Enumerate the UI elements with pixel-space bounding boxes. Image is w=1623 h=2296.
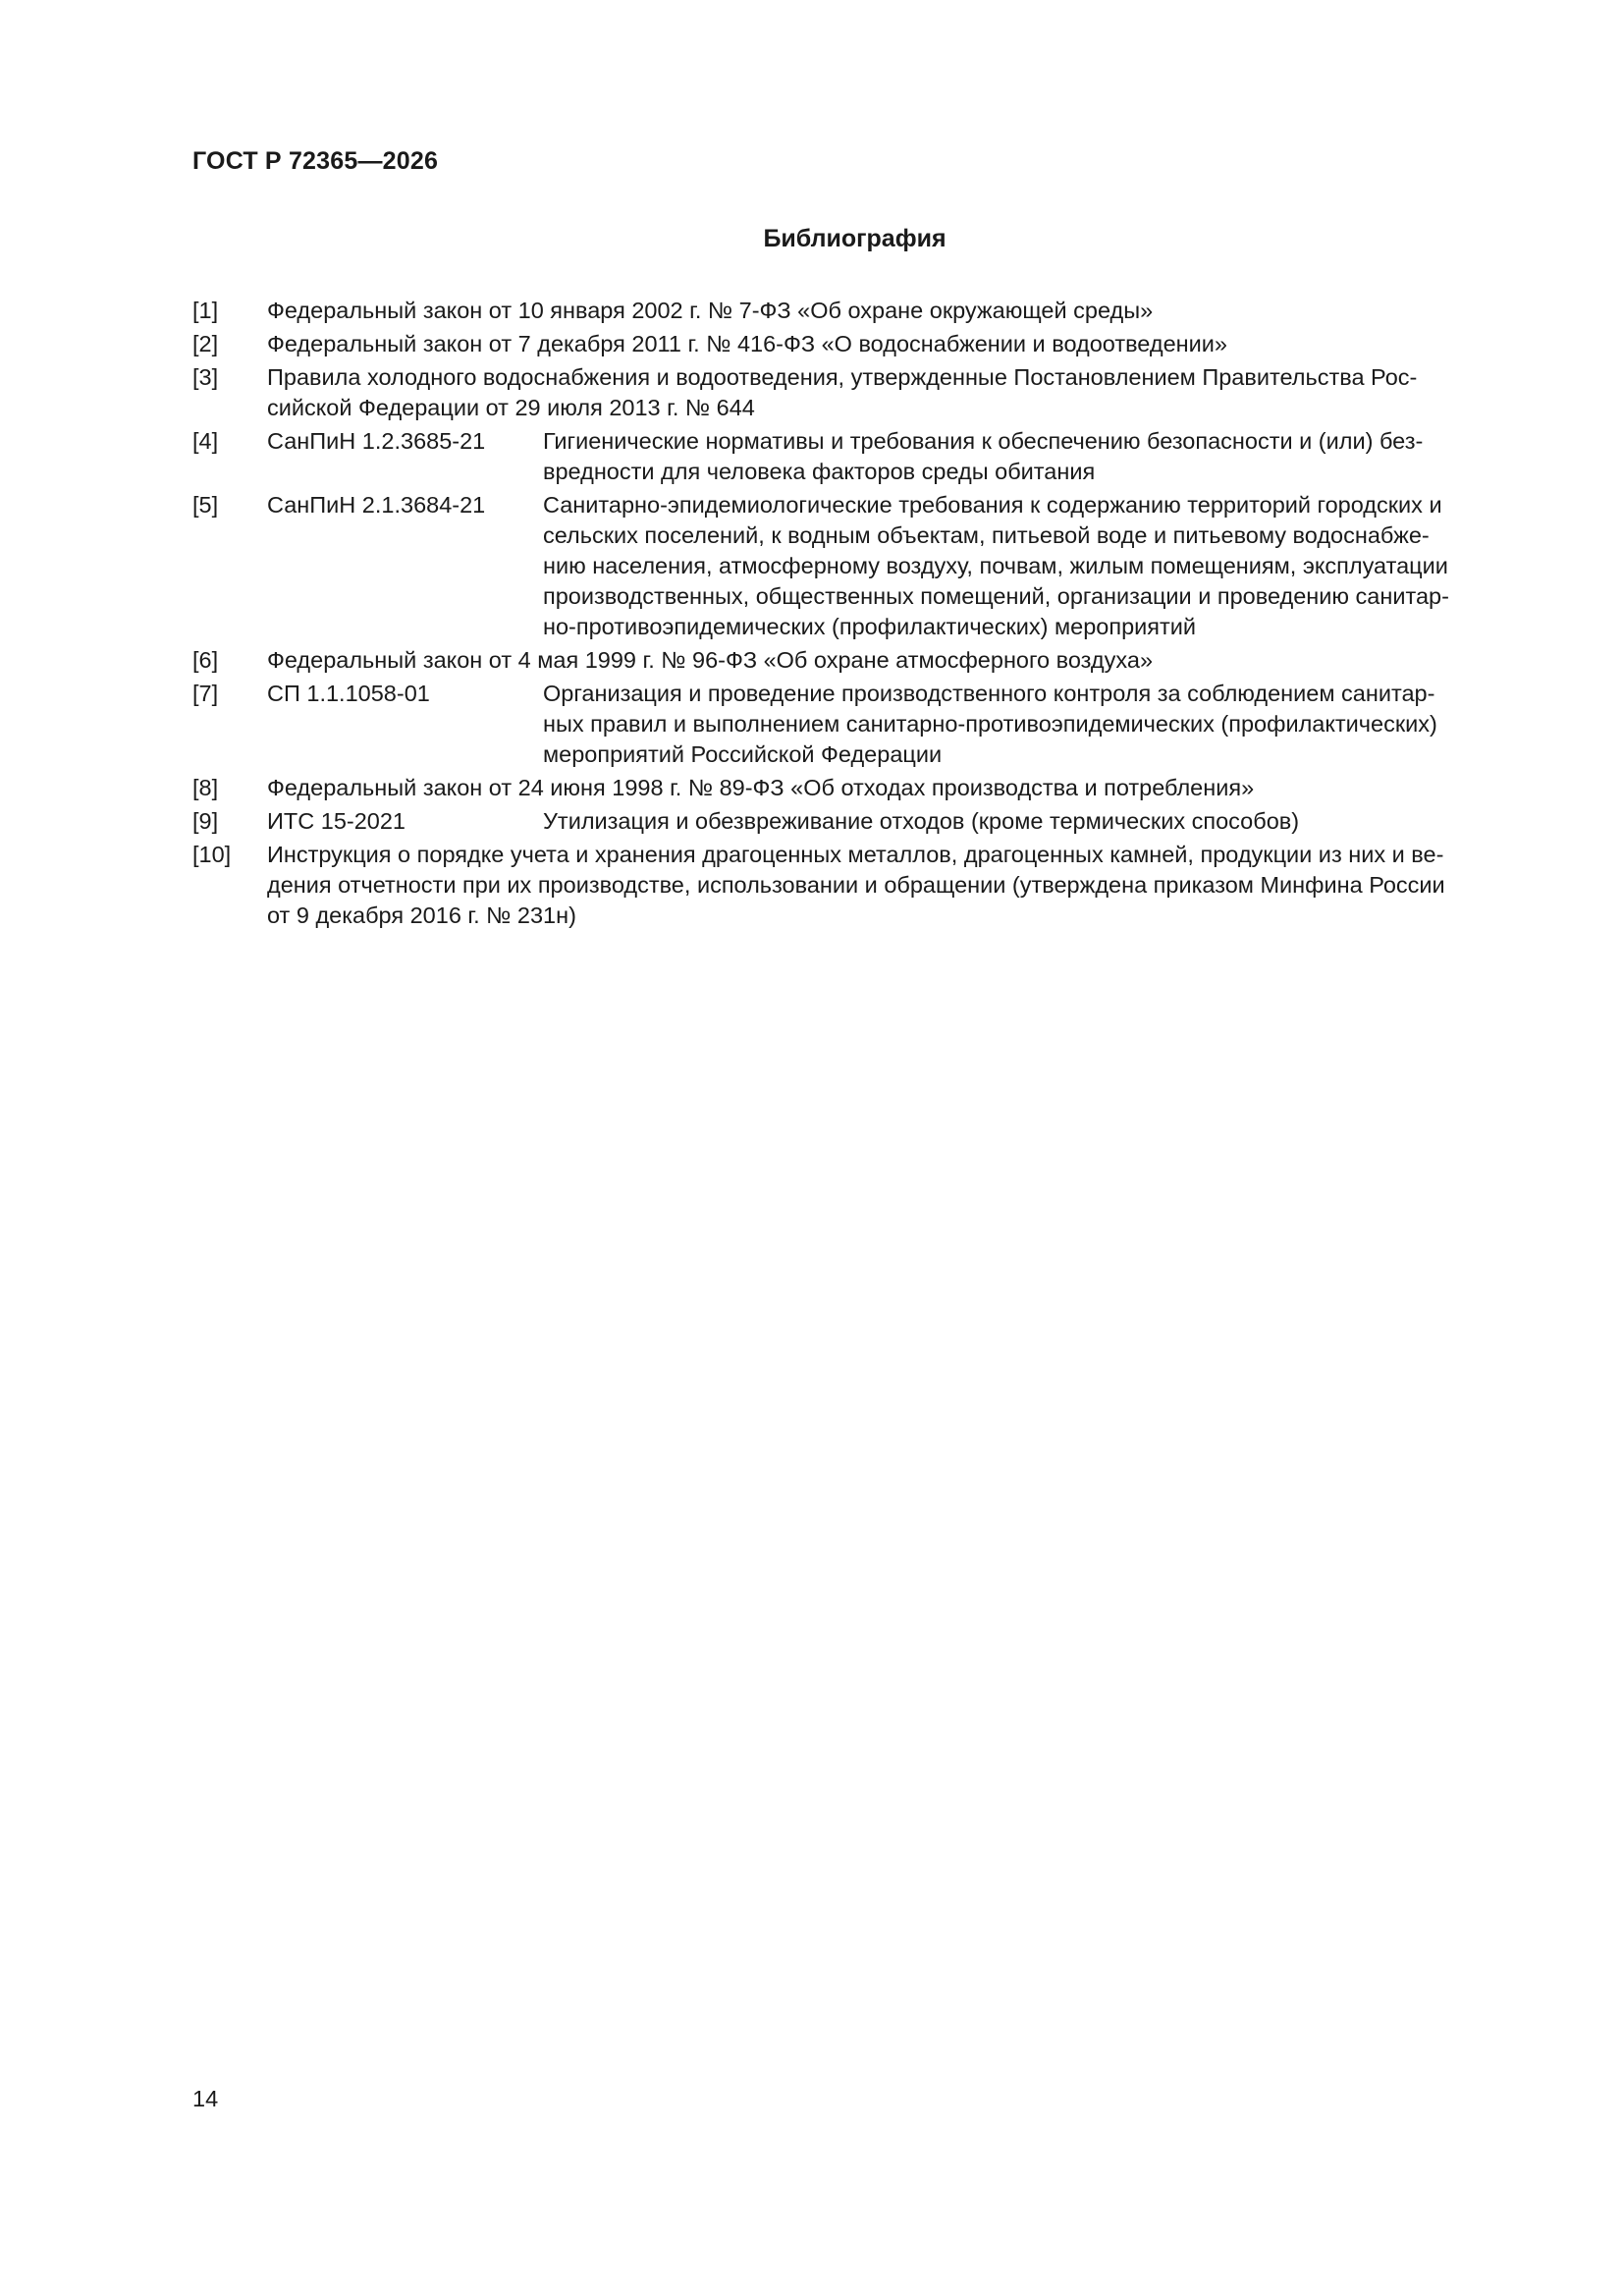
bibliography-entry bbox=[192, 645, 1517, 676]
bibliography-text-line: Инструкция о порядке учета и хранения драгоценных металлов, драгоценных камней, продукции из них и ве- bbox=[267, 842, 1444, 867]
bibliography-entry-text bbox=[267, 296, 1517, 326]
bibliography-entry-code: СанПиН 1.2.3685-21 bbox=[267, 428, 486, 454]
bibliography-text-line: Гигиенические нормативы и требования к обеспечению безопасности и (или) без- bbox=[543, 428, 1424, 454]
bibliography-entry-code: СанПиН 2.1.3684-21 bbox=[267, 492, 486, 518]
bibliography-entry bbox=[192, 679, 1517, 770]
bibliography-entry-text bbox=[543, 806, 1517, 837]
bibliography-text-line: но-противоэпидемических (профилактических) мероприятий bbox=[543, 614, 1197, 639]
bibliography-entry-number: [2] bbox=[192, 331, 219, 356]
bibliography-entry-text bbox=[267, 840, 1517, 931]
bibliography-text-line: Федеральный закон от 10 января 2002 г. № 7-ФЗ «Об охране окружающей среды» bbox=[267, 298, 1154, 323]
bibliography-text-line: Федеральный закон от 7 декабря 2011 г. № 416-ФЗ «О водоснабжении и водоотведении» bbox=[267, 331, 1227, 356]
bibliography-entry bbox=[192, 773, 1517, 803]
bibliography-text-line: Федеральный закон от 24 июня 1998 г. № 89-ФЗ «Об отходах производства и потребления» bbox=[267, 775, 1255, 800]
bibliography-list bbox=[192, 296, 1517, 934]
bibliography-entry-number: [5] bbox=[192, 492, 219, 518]
bibliography-text-line: ных правил и выполнением санитарно-противоэпидемических (профилактических) bbox=[543, 711, 1437, 737]
bibliography-text-line: нию населения, атмосферному воздуху, почвам, жилым помещениям, эксплуатации bbox=[543, 553, 1448, 578]
bibliography-text-line: вредности для человека факторов среды обитания bbox=[543, 459, 1096, 484]
bibliography-entry bbox=[192, 490, 1517, 642]
bibliography-text-line: Правила холодного водоснабжения и водоотведения, утвержденные Постановлением Правительства Рос- bbox=[267, 364, 1418, 390]
bibliography-entry-number: [10] bbox=[192, 842, 232, 867]
bibliography-entry-number: [6] bbox=[192, 647, 219, 673]
bibliography-text-line: сельских поселений, к водным объектам, питьевой воде и питьевому водоснабже- bbox=[543, 522, 1430, 548]
bibliography-entry-text bbox=[543, 426, 1517, 487]
bibliography-entry-number: [3] bbox=[192, 364, 219, 390]
bibliography-text-line: дения отчетности при их производстве, использовании и обращении (утверждена приказом Минфина России bbox=[267, 872, 1445, 898]
bibliography-text-line: Санитарно-эпидемиологические требования к содержанию территорий городских и bbox=[543, 492, 1442, 518]
bibliography-text-line: сийской Федерации от 29 июля 2013 г. № 644 bbox=[267, 395, 755, 420]
bibliography-entry bbox=[192, 296, 1517, 326]
bibliography-text-line: Утилизация и обезвреживание отходов (кроме термических способов) bbox=[543, 808, 1300, 834]
bibliography-entry-text bbox=[267, 645, 1517, 676]
document-header: ГОСТ Р 72365—2026 bbox=[192, 147, 439, 175]
bibliography-text-line: Организация и проведение производственного контроля за соблюдением санитар- bbox=[543, 681, 1435, 706]
bibliography-text-line: производственных, общественных помещений, организации и проведению санитар- bbox=[543, 583, 1449, 609]
bibliography-entry-number: [4] bbox=[192, 428, 219, 454]
page-number: 14 bbox=[192, 2086, 219, 2111]
bibliography-entry bbox=[192, 329, 1517, 359]
bibliography-entry-text bbox=[267, 329, 1517, 359]
bibliography-entry-text bbox=[267, 773, 1517, 803]
bibliography-entry bbox=[192, 806, 1517, 837]
bibliography-entry-text bbox=[543, 490, 1517, 642]
bibliography-entry bbox=[192, 362, 1517, 423]
bibliography-entry bbox=[192, 840, 1517, 931]
bibliography-entry-code: ИТС 15-2021 bbox=[267, 808, 406, 834]
bibliography-entry-text bbox=[267, 362, 1517, 423]
bibliography-entry-number: [9] bbox=[192, 808, 219, 834]
bibliography-entry-number: [8] bbox=[192, 775, 219, 800]
bibliography-text-line: мероприятий Российской Федерации bbox=[543, 741, 943, 767]
bibliography-text-line: от 9 декабря 2016 г. № 231н) bbox=[267, 902, 576, 928]
section-title: Библиография bbox=[763, 225, 947, 252]
bibliography-entry bbox=[192, 426, 1517, 487]
bibliography-entry-number: [1] bbox=[192, 298, 219, 323]
bibliography-text-line: Федеральный закон от 4 мая 1999 г. № 96-ФЗ «Об охране атмосферного воздуха» bbox=[267, 647, 1154, 673]
bibliography-entry-number: [7] bbox=[192, 681, 219, 706]
bibliography-entry-text bbox=[543, 679, 1517, 770]
bibliography-entry-code: СП 1.1.1058-01 bbox=[267, 681, 430, 706]
